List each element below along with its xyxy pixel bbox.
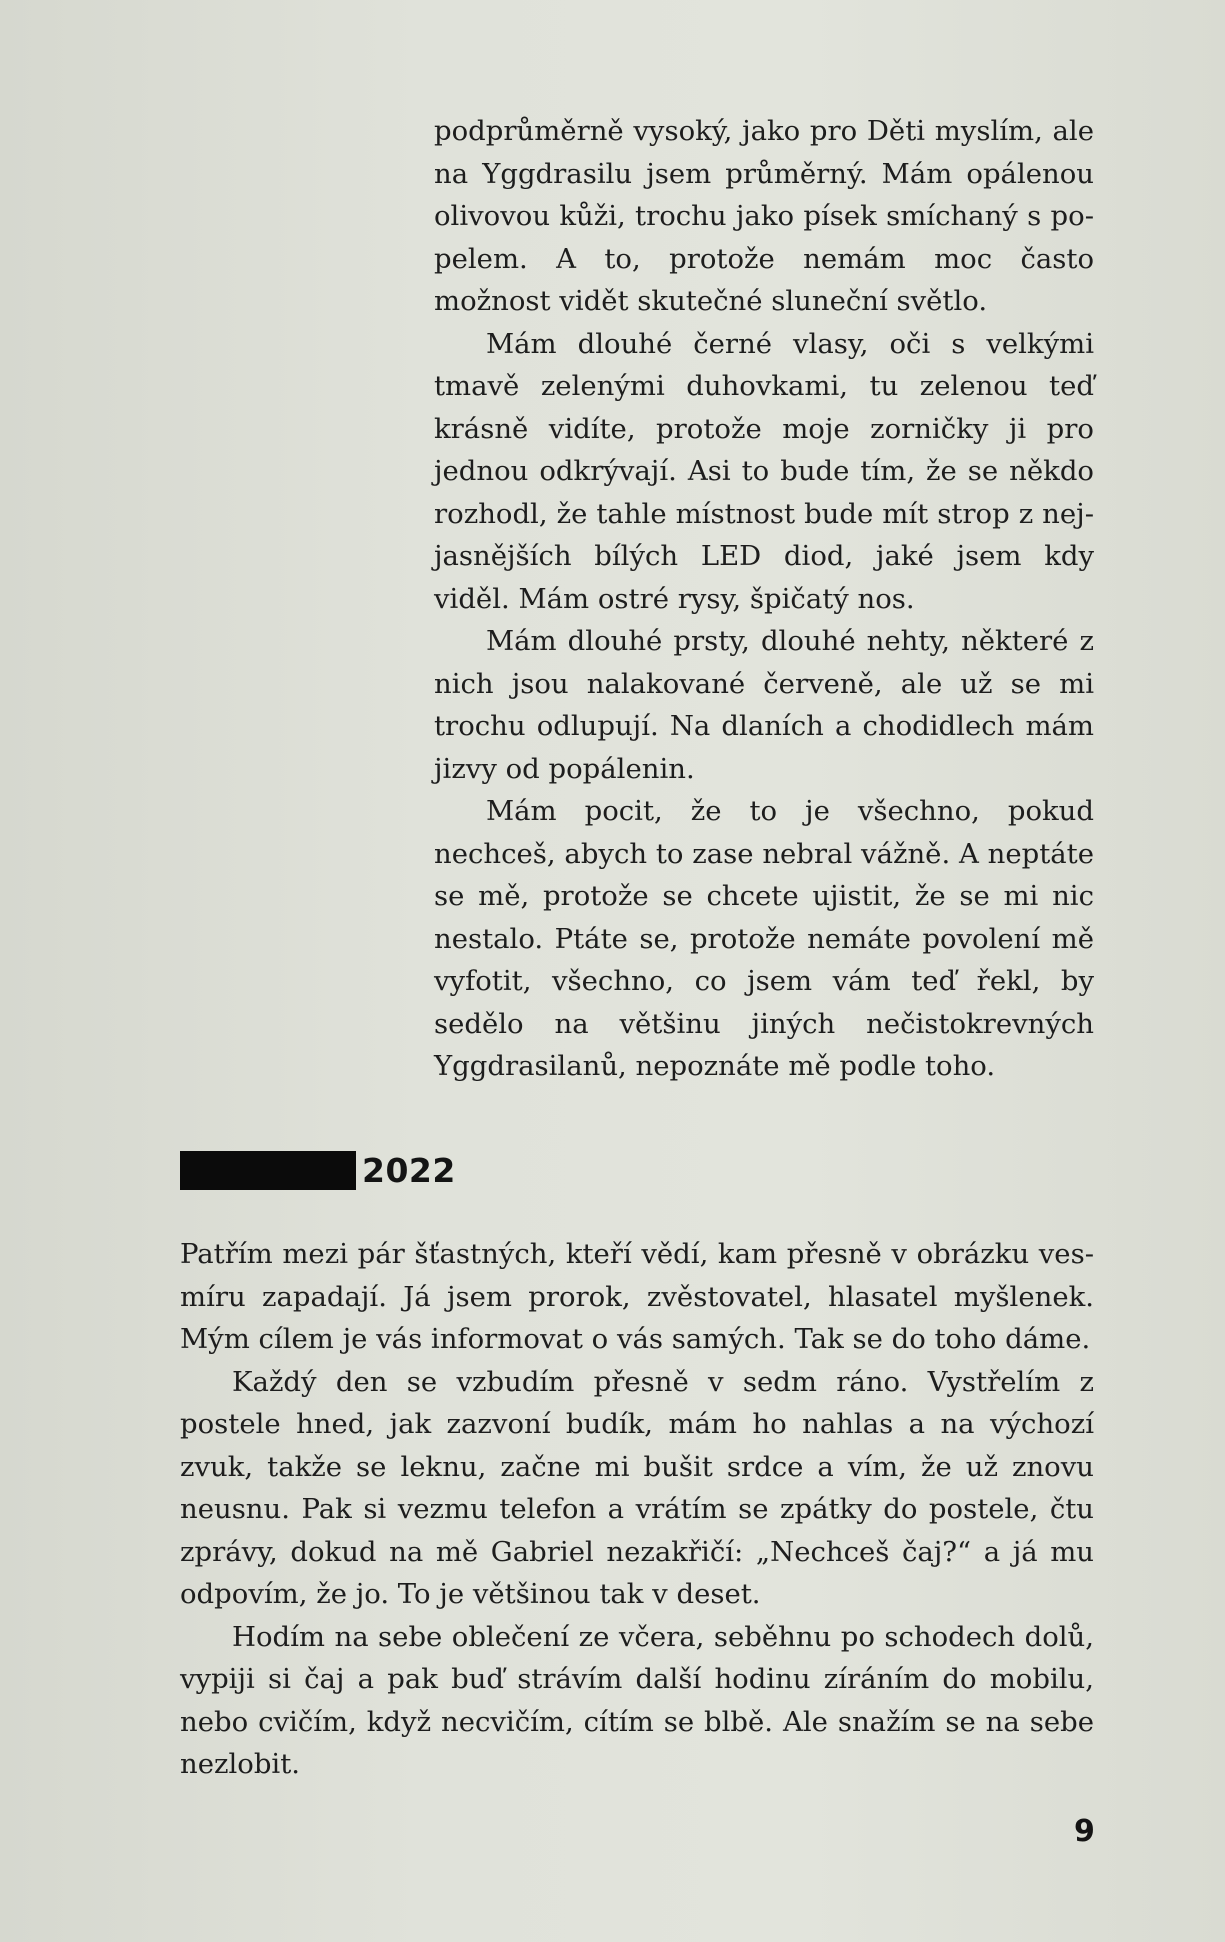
section-heading <box>180 1151 456 1190</box>
paragraph: Patřím mezi pár šťastných, kteří vědí, kam přesně v obrázku vesmíru zapadají. Já jsem prorok, zvěstovatel, hlasatel myšlenek. Mým cílem je vás informovat o vás samých. Tak se do toho dáme. <box>180 1238 1094 1355</box>
paragraph: Mám pocit, že to je všechno, pokud nechceš, abych to zase nebral vážně. A neptáte se mě, protože se chcete ujistit, že se mi nic nestalo. Ptáte se, protože nemáte povolení mě vyfotit, všechno, co jsem vám teď řekl, by sedělo na většinu jiných nečistokrevných Yggdrasilanů, nepoznáte mě podle toho. <box>434 795 1094 1082</box>
paragraph: Hodím na sebe oblečení ze včera, seběhnu po schodech dolů, vypiji si čaj a pak buď strávím další hodinu zíráním do mobilu, nebo cvičím, když necvičím, cítím se blbě. Ale snažím se na sebe nezlobit. <box>180 1620 1094 1780</box>
page-number: 9 <box>1074 1814 1095 1849</box>
paragraph: Mám dlouhé prsty, dlouhé nehty, některé z nich jsou nalakované červeně, ale už se mi trochu odlupují. Na dlaních a chodidlech mám jizvy od popálenin. <box>434 625 1094 785</box>
redaction-bar <box>180 1151 356 1190</box>
paragraph: Každý den se vzbudím přesně v sedm ráno. Vystřelím z postele hned, jak zazvoní budík, mám ho nahlas a na výchozí zvuk, takže se leknu, začne mi bušit srdce a vím, že už znovu neusnu. Pak si vezmu telefon a vrátím se zpátky do postele, čtu zprávy, dokud na mě Gabriel nezakřičí: „Nechceš čaj?“ a já mu odpovím, že jo. To je většinou tak v deset. <box>180 1365 1094 1610</box>
paragraph: podprůměrně vysoký, jako pro Děti myslím, ale na Yggdrasilu jsem průměrný. Mám opálenou olivovou kůži, trochu jako písek smíchaný s popelem. A to, protože nemám moc často možnost vidět skutečné sluneční světlo. <box>434 115 1094 317</box>
heading-year: 2022 <box>362 1151 456 1190</box>
bottom-text-column <box>180 1233 1094 1786</box>
paragraph: Mám dlouhé černé vlasy, oči s velkými tmavě zelenými duhovkami, tu zelenou teď krásně vidíte, protože moje zorničky ji pro jednou odkrývají. Asi to bude tím, že se někdo rozhodl, že tahle místnost bude mít strop z nejjasnějších bílých LED diod, jaké jsem kdy viděl. Mám ostré rysy, špičatý nos. <box>434 327 1094 615</box>
top-text-column <box>434 110 1094 1088</box>
